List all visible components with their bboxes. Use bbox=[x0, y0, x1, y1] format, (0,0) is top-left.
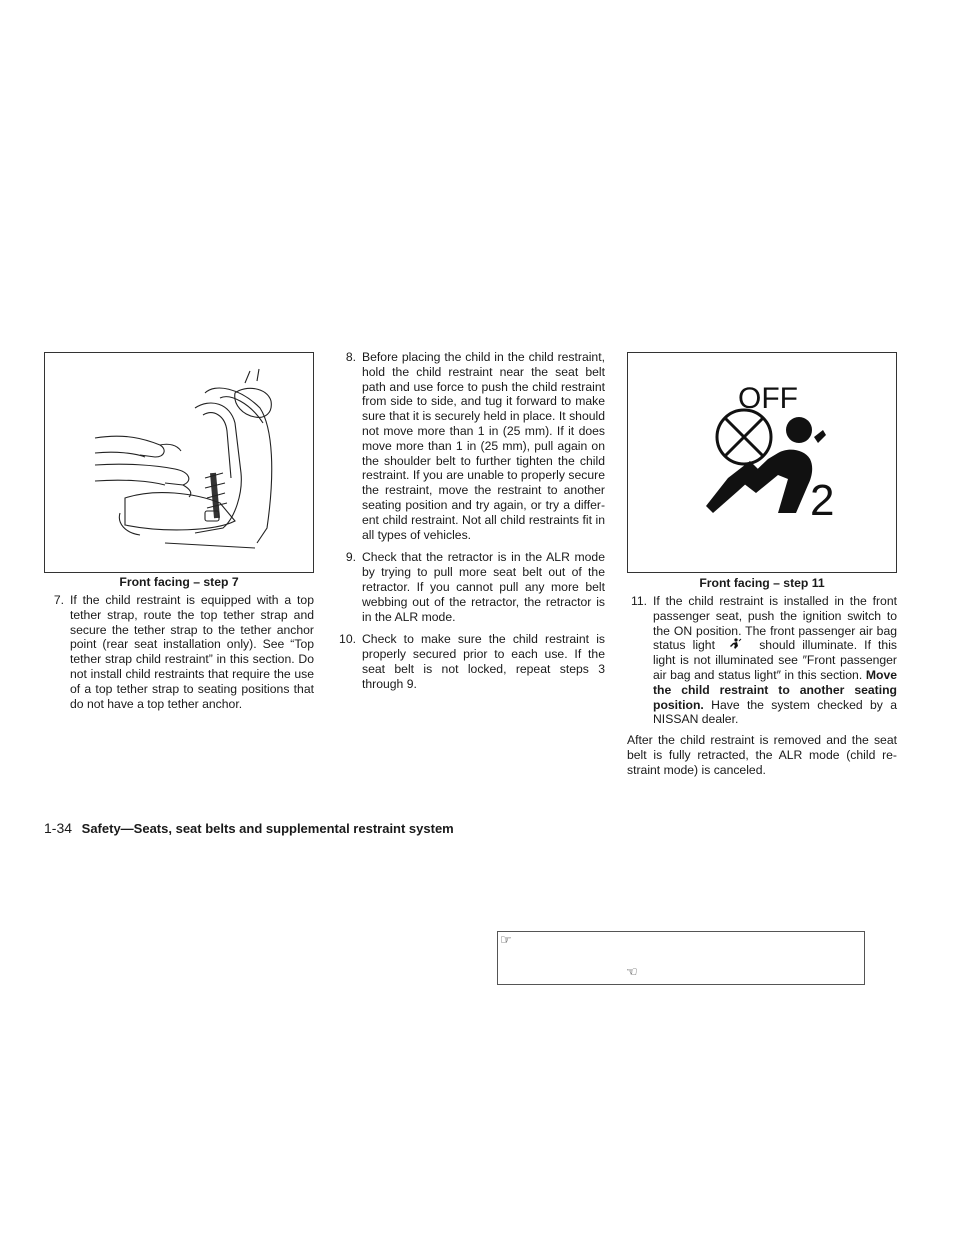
step-number: 9. bbox=[345, 550, 356, 565]
step-text: Check to make sure the child restraint is properly secured prior to each use. If the seat belt is not locked, repeat steps 3 through 9. bbox=[362, 632, 605, 691]
figure-left-caption: Front facing – step 7 bbox=[119, 575, 239, 589]
step-text: If the child restraint is equipped with a top tether strap, route the top tether strap and secure the tether strap to the tether anchor point (rear seat installation only). See “Top tether strap child restraint” in this section. Do not install child restraints that require the use of a top tether strap to seating positions that do not have a top tether anchor. bbox=[70, 593, 314, 711]
note-box bbox=[497, 931, 865, 985]
step-9 bbox=[336, 550, 605, 624]
step-text: Before placing the child in the child restraint, hold the child restraint near the seat belt path and use force to push the child restraint from side to side, and tug it forward to make sure that it is securely held in place. It should not move more than 1 in (25 mm). If it does move more than 1 in (25 mm), pull again on the shoulder belt to further tighten the child restraint. If you are unable to properly secure the restraint, move the restraint to another seating position and try again, or try a differ-ent child restraint. Not all child restraints fit in all types of vehicles. bbox=[362, 350, 605, 542]
step-text-c: Have the system checked by a NISSAN dealer. bbox=[653, 697, 898, 727]
right-column bbox=[627, 594, 897, 778]
step-number: 11. bbox=[630, 594, 647, 608]
off-label: OFF bbox=[738, 382, 798, 415]
step-11 bbox=[627, 594, 897, 727]
page-footer bbox=[44, 820, 454, 836]
child-seat-illustration bbox=[44, 352, 314, 573]
left-column bbox=[44, 593, 314, 719]
alr-cancel-paragraph: After the child restraint is removed and the seat belt is fully retracted, the ALR mode (child re-straint mode) is canceled. bbox=[627, 733, 897, 777]
step-text: Check that the retractor is in the ALR mode by trying to pull more seat belt out of the retractor. If you cannot pull any more belt webbing out of the retractor, the retractor is in the ALR mode. bbox=[362, 550, 605, 624]
step-text-bold: Move the child restraint to another seating position. bbox=[653, 667, 897, 712]
step-7 bbox=[44, 593, 314, 711]
step-number: 8. bbox=[345, 350, 356, 364]
child-seat-drawing bbox=[45, 353, 313, 572]
figure-right-caption: Front facing – step 11 bbox=[699, 576, 825, 590]
section-title: Safety—Seats, seat belts and supplemental restraint system bbox=[81, 821, 454, 836]
step-text-a: If the child restraint is installed in the front passenger seat, push the ignition switch to the ON position. The front passenger air bag status light bbox=[653, 594, 897, 653]
page-number: 1-34 bbox=[44, 820, 73, 836]
seat-number: 2 bbox=[810, 476, 835, 525]
step-8 bbox=[336, 350, 605, 542]
step-10 bbox=[336, 632, 605, 691]
airbag-off-icon bbox=[628, 353, 896, 572]
pointing-hand-left-icon: ☜ bbox=[626, 964, 638, 979]
pointing-hand-right-icon: ☞ bbox=[500, 932, 512, 947]
step-number: 7. bbox=[53, 593, 64, 607]
airbag-status-icon bbox=[728, 638, 742, 650]
middle-column bbox=[336, 350, 605, 700]
step-number: 10. bbox=[339, 632, 356, 647]
step-text-b: should illuminate. If this light is not illuminated see ″Front passenger air bag and status light″ in this section. bbox=[653, 638, 898, 682]
airbag-off-indicator-figure bbox=[627, 352, 897, 573]
